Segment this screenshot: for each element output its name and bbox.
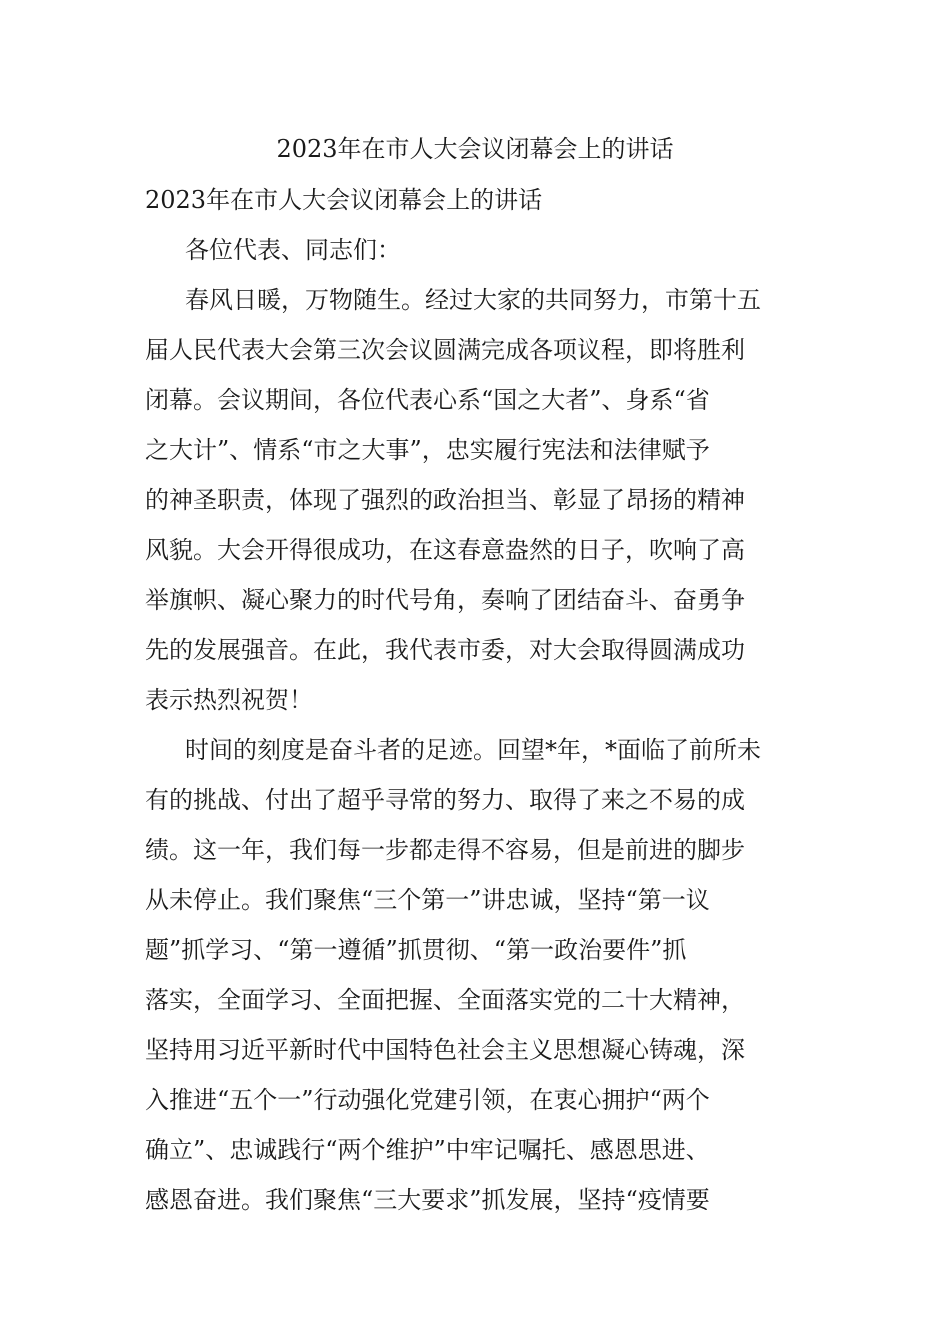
paragraph-line: 落实，全面学习、全面把握、全面落实党的二十大精神，: [145, 986, 745, 1014]
greeting-line: 各位代表、同志们：: [185, 236, 401, 264]
document-title: 2023年在市人大会议闭幕会上的讲话: [276, 135, 674, 163]
paragraph-line: 确立”、忠诚践行“两个维护”中牢记嘱托、感恩思进、: [145, 1136, 710, 1164]
paragraph-line: 有的挑战、付出了超乎寻常的努力、取得了来之不易的成: [145, 786, 745, 814]
document-subtitle: 2023年在市人大会议闭幕会上的讲话: [145, 186, 543, 214]
paragraph-line: 表示热烈祝贺！: [145, 686, 313, 714]
paragraph-line: 坚持用习近平新时代中国特色社会主义思想凝心铸魂，深: [145, 1036, 745, 1064]
paragraph-line: 春风日暖，万物随生。经过大家的共同努力，市第十五: [185, 286, 761, 314]
paragraph-line: 从未停止。我们聚焦“三个第一”讲忠诚，坚持“第一议: [145, 886, 710, 914]
paragraph-line: 的神圣职责，体现了强烈的政治担当、彰显了昂扬的精神: [145, 486, 745, 514]
paragraph-line: 时间的刻度是奋斗者的足迹。回望*年，*面临了前所未: [185, 736, 761, 764]
paragraph-line: 之大计”、情系“市之大事”，忠实履行宪法和法律赋予: [145, 436, 710, 464]
paragraph-line: 感恩奋进。我们聚焦“三大要求”抓发展，坚持“疫情要: [145, 1186, 710, 1214]
paragraph-line: 届人民代表大会第三次会议圆满完成各项议程，即将胜利: [145, 336, 745, 364]
paragraph-line: 闭幕。会议期间，各位代表心系“国之大者”、身系“省: [145, 386, 710, 414]
paragraph-line: 举旗帜、凝心聚力的时代号角，奏响了团结奋斗、奋勇争: [145, 586, 745, 614]
paragraph-line: 入推进“五个一”行动强化党建引领，在衷心拥护“两个: [145, 1086, 710, 1114]
paragraph-line: 风貌。大会开得很成功，在这春意盎然的日子，吹响了高: [145, 536, 745, 564]
paragraph-line: 绩。这一年，我们每一步都走得不容易，但是前进的脚步: [145, 836, 745, 864]
paragraph-line: 先的发展强音。在此，我代表市委，对大会取得圆满成功: [145, 636, 745, 664]
paragraph-line: 题”抓学习、“第一遵循”抓贯彻、“第一政治要件”抓: [145, 936, 687, 964]
